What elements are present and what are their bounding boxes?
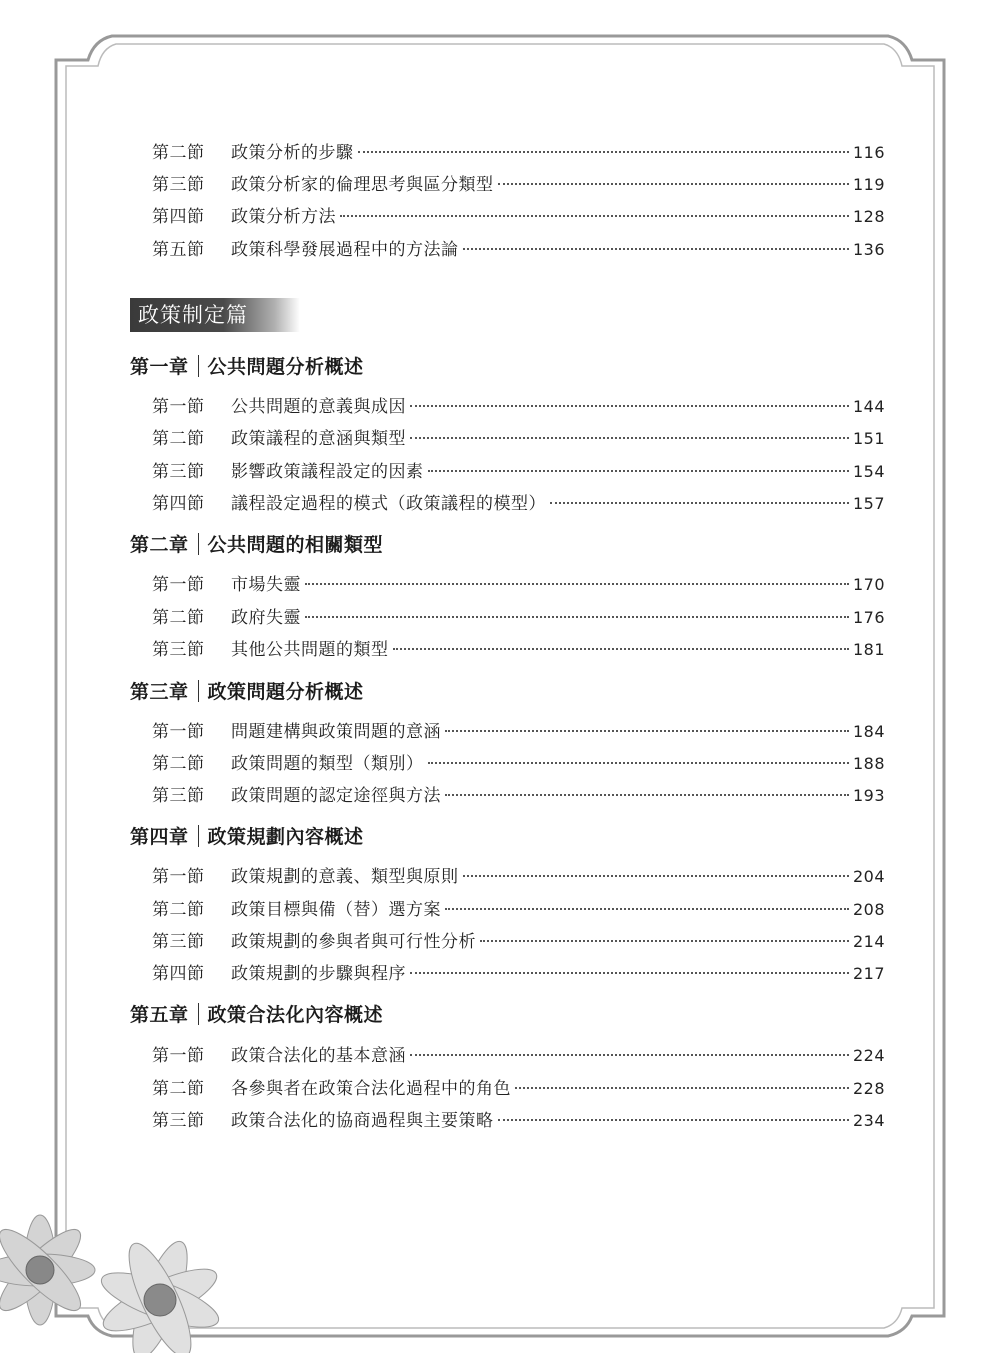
page-number: 188 [852, 754, 885, 773]
chapter-divider [198, 680, 199, 702]
page-number: 157 [852, 494, 885, 513]
section-number: 第四節 [152, 964, 205, 984]
toc-entry[interactable] [152, 635, 885, 665]
toc-entry[interactable] [152, 927, 885, 957]
leader-dots [445, 907, 849, 910]
toc-entry[interactable] [152, 781, 885, 811]
section-number: 第二節 [152, 754, 205, 774]
leader-dots [340, 214, 849, 217]
toc-entry[interactable] [152, 489, 885, 519]
toc-entry[interactable] [152, 603, 885, 633]
page-number: 170 [852, 575, 885, 594]
chapter-heading[interactable] [130, 998, 383, 1032]
section-title: 政策分析家的倫理思考與區分類型 [231, 175, 494, 195]
section-number: 第四節 [152, 207, 205, 227]
page-number: 214 [852, 932, 885, 951]
section-number: 第二節 [152, 1079, 205, 1099]
chapter-heading[interactable] [130, 675, 364, 709]
page-number: 234 [852, 1111, 885, 1130]
toc-entry[interactable] [152, 1074, 885, 1104]
section-title: 其他公共問題的類型 [231, 640, 389, 660]
section-title: 政策合法化的基本意涵 [231, 1046, 406, 1066]
toc-entry[interactable] [152, 235, 885, 265]
section-number: 第三節 [152, 640, 205, 660]
section-title: 議程設定過程的模式（政策議程的模型） [231, 494, 546, 514]
section-title: 問題建構與政策問題的意涵 [231, 722, 441, 742]
section-title: 公共問題的意義與成因 [231, 397, 406, 417]
section-title: 政策合法化的協商過程與主要策略 [231, 1111, 494, 1131]
toc-entry[interactable] [152, 202, 885, 232]
page-number: 224 [852, 1046, 885, 1065]
page-number: 228 [852, 1079, 885, 1098]
toc-entry[interactable] [152, 170, 885, 200]
chapter-number: 第五章 [130, 1004, 189, 1026]
leader-dots [358, 150, 849, 153]
toc-entry[interactable] [152, 717, 885, 747]
toc-entry[interactable] [152, 392, 885, 422]
leader-dots [550, 501, 849, 504]
toc-entry[interactable] [152, 959, 885, 989]
page-number: 151 [852, 429, 885, 448]
section-number: 第二節 [152, 900, 205, 920]
section-number: 第一節 [152, 1046, 205, 1066]
page-number: 116 [852, 143, 885, 162]
section-number: 第三節 [152, 1111, 205, 1131]
leader-dots [480, 939, 849, 942]
leader-dots [463, 247, 849, 250]
toc-entry[interactable] [152, 862, 885, 892]
leader-dots [410, 1053, 849, 1056]
toc-entry[interactable] [152, 570, 885, 600]
toc-entry[interactable] [152, 457, 885, 487]
section-title: 政策問題的認定途徑與方法 [231, 786, 441, 806]
chapter-title: 公共問題的相關類型 [207, 534, 384, 556]
leader-dots [410, 971, 849, 974]
page-number: 217 [852, 964, 885, 983]
section-number: 第四節 [152, 494, 205, 514]
section-number: 第五節 [152, 240, 205, 260]
page-number: 181 [852, 640, 885, 659]
section-number: 第三節 [152, 786, 205, 806]
chapter-heading[interactable] [130, 350, 364, 384]
toc-entry[interactable] [152, 138, 885, 168]
page-number: 119 [852, 175, 885, 194]
leader-dots [463, 874, 849, 877]
leader-dots [410, 404, 849, 407]
leader-dots [445, 793, 849, 796]
chapter-number: 第三章 [130, 681, 189, 703]
leader-dots [498, 182, 849, 185]
section-title: 政策分析的步驟 [231, 143, 354, 163]
toc-entry[interactable] [152, 1106, 885, 1136]
page-number: 128 [852, 207, 885, 226]
leader-dots [428, 469, 849, 472]
section-number: 第一節 [152, 867, 205, 887]
toc-entry[interactable] [152, 1041, 885, 1071]
page-number: 184 [852, 722, 885, 741]
section-number: 第二節 [152, 143, 205, 163]
section-title: 政策規劃的意義、類型與原則 [231, 867, 459, 887]
page-number: 204 [852, 867, 885, 886]
leader-dots [515, 1086, 849, 1089]
section-title: 政策議程的意涵與類型 [231, 429, 406, 449]
section-number: 第一節 [152, 397, 205, 417]
section-title: 政策規劃的步驟與程序 [231, 964, 406, 984]
section-number: 第三節 [152, 932, 205, 952]
page-number: 208 [852, 900, 885, 919]
part-title: 政策制定篇 [130, 298, 300, 332]
toc-entry[interactable] [152, 749, 885, 779]
chapter-number: 第二章 [130, 534, 189, 556]
section-title: 市場失靈 [231, 575, 301, 595]
section-title: 政策目標與備（替）選方案 [231, 900, 441, 920]
page-number: 144 [852, 397, 885, 416]
page-number: 193 [852, 786, 885, 805]
section-number: 第一節 [152, 722, 205, 742]
chapter-title: 政策規劃內容概述 [207, 826, 364, 848]
chapter-title: 政策合法化內容概述 [207, 1004, 384, 1026]
section-title: 各參與者在政策合法化過程中的角色 [231, 1079, 511, 1099]
leader-dots [410, 436, 849, 439]
chapter-divider [198, 355, 199, 377]
chapter-title: 公共問題分析概述 [207, 356, 364, 378]
section-title: 政策分析方法 [231, 207, 336, 227]
leader-dots [305, 582, 849, 585]
section-number: 第二節 [152, 429, 205, 449]
toc-entry[interactable] [152, 424, 885, 454]
leader-dots [428, 761, 849, 764]
page-number: 154 [852, 462, 885, 481]
leader-dots [393, 647, 849, 650]
chapter-heading[interactable] [130, 528, 383, 562]
leader-dots [305, 615, 849, 618]
section-title: 影響政策議程設定的因素 [231, 462, 424, 482]
page-number: 176 [852, 608, 885, 627]
page-number: 136 [852, 240, 885, 259]
leader-dots [498, 1118, 849, 1121]
chapter-number: 第一章 [130, 356, 189, 378]
section-number: 第二節 [152, 608, 205, 628]
section-title: 政策科學發展過程中的方法論 [231, 240, 459, 260]
chapter-divider [198, 533, 199, 555]
section-title: 政策問題的類型（類別） [231, 754, 424, 774]
chapter-number: 第四章 [130, 826, 189, 848]
section-number: 第三節 [152, 175, 205, 195]
section-title: 政策規劃的參與者與可行性分析 [231, 932, 476, 952]
chapter-divider [198, 825, 199, 847]
chapter-title: 政策問題分析概述 [207, 681, 364, 703]
section-number: 第一節 [152, 575, 205, 595]
leader-dots [445, 729, 849, 732]
chapter-divider [198, 1003, 199, 1025]
toc-entry[interactable] [152, 895, 885, 925]
section-title: 政府失靈 [231, 608, 301, 628]
section-number: 第三節 [152, 462, 205, 482]
chapter-heading[interactable] [130, 820, 364, 854]
